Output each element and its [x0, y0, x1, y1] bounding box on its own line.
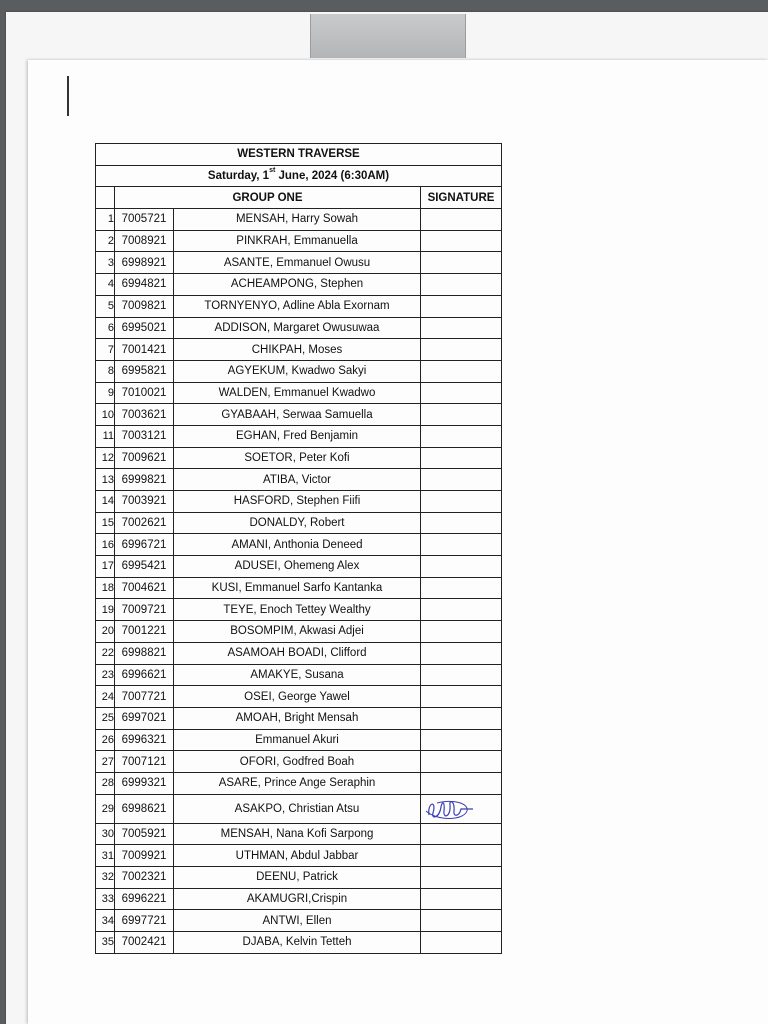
table-row — [96, 339, 502, 361]
row-number: 8 — [96, 360, 115, 382]
attendee-name: MENSAH, Nana Kofi Sarpong — [174, 823, 421, 845]
table-row — [96, 888, 502, 910]
staff-id: 6995421 — [115, 556, 174, 578]
table-row — [96, 729, 502, 751]
attendee-name: DONALDY, Robert — [174, 512, 421, 534]
staff-id: 6994821 — [115, 274, 174, 296]
row-number: 25 — [96, 707, 115, 729]
date-row — [96, 165, 502, 187]
attendee-name: ASAKPO, Christian Atsu — [174, 794, 421, 823]
attendee-name: ASAMOAH BOADI, Clifford — [174, 642, 421, 664]
row-number: 29 — [96, 794, 115, 823]
group-label: GROUP ONE — [115, 187, 421, 209]
staff-id: 6997721 — [115, 910, 174, 932]
attendee-name: DJABA, Kelvin Tetteh — [174, 932, 421, 954]
row-number: 7 — [96, 339, 115, 361]
table-row — [96, 274, 502, 296]
table-row — [96, 404, 502, 426]
table-row — [96, 577, 502, 599]
attendee-name: PINKRAH, Emmanuella — [174, 230, 421, 252]
staff-id: 7002421 — [115, 932, 174, 954]
row-number: 11 — [96, 425, 115, 447]
row-number: 16 — [96, 534, 115, 556]
table-row — [96, 845, 502, 867]
staff-id: 7001421 — [115, 339, 174, 361]
staff-id: 7003621 — [115, 404, 174, 426]
signature-cell[interactable] — [421, 491, 502, 513]
signature-cell[interactable] — [421, 317, 502, 339]
signature-cell[interactable] — [421, 794, 502, 823]
staff-id: 7010021 — [115, 382, 174, 404]
attendee-name: KUSI, Emmanuel Sarfo Kantanka — [174, 577, 421, 599]
signature-header: SIGNATURE — [421, 187, 502, 209]
signature-cell[interactable] — [421, 642, 502, 664]
staff-id: 7009721 — [115, 599, 174, 621]
attendee-name: DEENU, Patrick — [174, 867, 421, 889]
attendee-name: ADUSEI, Ohemeng Alex — [174, 556, 421, 578]
signature-cell[interactable] — [421, 295, 502, 317]
signature-cell[interactable] — [421, 360, 502, 382]
attendee-name: ASANTE, Emmanuel Owusu — [174, 252, 421, 274]
signature-cell[interactable] — [421, 404, 502, 426]
binder-clip — [310, 14, 466, 58]
row-number: 30 — [96, 823, 115, 845]
staff-id: 6995021 — [115, 317, 174, 339]
attendee-name: AKAMUGRI,Crispin — [174, 888, 421, 910]
table-row — [96, 295, 502, 317]
number-header — [96, 187, 115, 209]
staff-id: 7005721 — [115, 209, 174, 231]
signature-cell[interactable] — [421, 686, 502, 708]
row-number: 23 — [96, 664, 115, 686]
staff-id: 7004621 — [115, 577, 174, 599]
attendee-name: AMAKYE, Susana — [174, 664, 421, 686]
attendee-name: HASFORD, Stephen Fiifi — [174, 491, 421, 513]
staff-id: 7001221 — [115, 621, 174, 643]
attendee-name: BOSOMPIM, Akwasi Adjei — [174, 621, 421, 643]
signature-cell[interactable] — [421, 274, 502, 296]
table-row — [96, 707, 502, 729]
signature-cell[interactable] — [421, 932, 502, 954]
staff-id: 7003921 — [115, 491, 174, 513]
attendee-name: ATIBA, Victor — [174, 469, 421, 491]
signature-cell[interactable] — [421, 252, 502, 274]
staff-id: 7002321 — [115, 867, 174, 889]
attendee-name: SOETOR, Peter Kofi — [174, 447, 421, 469]
table-row — [96, 599, 502, 621]
table-row — [96, 556, 502, 578]
attendee-rows — [96, 209, 502, 954]
attendee-name: AMOAH, Bright Mensah — [174, 707, 421, 729]
row-number: 10 — [96, 404, 115, 426]
table-row — [96, 932, 502, 954]
table-row — [96, 910, 502, 932]
staff-id: 7007721 — [115, 686, 174, 708]
staff-id: 7007121 — [115, 751, 174, 773]
signature-cell[interactable] — [421, 751, 502, 773]
table-row — [96, 534, 502, 556]
table-row — [96, 382, 502, 404]
signature-cell[interactable] — [421, 910, 502, 932]
table-row — [96, 794, 502, 823]
attendee-name: MENSAH, Harry Sowah — [174, 209, 421, 231]
row-number: 22 — [96, 642, 115, 664]
attendee-name: Emmanuel Akuri — [174, 729, 421, 751]
session-date: Saturday, 1st June, 2024 (6:30AM) — [96, 165, 502, 187]
attendee-name: ANTWI, Ellen — [174, 910, 421, 932]
attendee-name: TEYE, Enoch Tettey Wealthy — [174, 599, 421, 621]
row-number: 35 — [96, 932, 115, 954]
row-number: 20 — [96, 621, 115, 643]
row-number: 31 — [96, 845, 115, 867]
signature-cell[interactable] — [421, 339, 502, 361]
attendee-name: CHIKPAH, Moses — [174, 339, 421, 361]
row-number: 19 — [96, 599, 115, 621]
title-row — [96, 144, 502, 166]
signature-cell[interactable] — [421, 599, 502, 621]
signature-cell[interactable] — [421, 230, 502, 252]
handwritten-signature — [423, 795, 481, 823]
attendee-name: AGYEKUM, Kwadwo Sakyi — [174, 360, 421, 382]
signature-cell[interactable] — [421, 382, 502, 404]
column-header-row — [96, 187, 502, 209]
table-row — [96, 317, 502, 339]
attendee-name: ASARE, Prince Ange Seraphin — [174, 772, 421, 794]
signature-cell[interactable] — [421, 209, 502, 231]
table-row — [96, 772, 502, 794]
staff-id: 7005921 — [115, 823, 174, 845]
row-number: 14 — [96, 491, 115, 513]
table-row — [96, 751, 502, 773]
signature-cell[interactable] — [421, 577, 502, 599]
table-row — [96, 469, 502, 491]
signature-cell[interactable] — [421, 512, 502, 534]
row-number: 18 — [96, 577, 115, 599]
signature-cell[interactable] — [421, 534, 502, 556]
row-number: 3 — [96, 252, 115, 274]
signature-cell[interactable] — [421, 664, 502, 686]
signature-cell[interactable] — [421, 469, 502, 491]
attendee-name: ADDISON, Margaret Owusuwaa — [174, 317, 421, 339]
row-number: 24 — [96, 686, 115, 708]
row-number: 6 — [96, 317, 115, 339]
staff-id: 6996721 — [115, 534, 174, 556]
row-number: 4 — [96, 274, 115, 296]
staff-id: 7002621 — [115, 512, 174, 534]
signature-cell[interactable] — [421, 823, 502, 845]
table-row — [96, 252, 502, 274]
table-row — [96, 447, 502, 469]
row-number: 12 — [96, 447, 115, 469]
row-number: 32 — [96, 867, 115, 889]
signature-cell[interactable] — [421, 556, 502, 578]
row-number: 13 — [96, 469, 115, 491]
staff-id: 6997021 — [115, 707, 174, 729]
signature-cell[interactable] — [421, 729, 502, 751]
attendee-name: OFORI, Godfred Boah — [174, 751, 421, 773]
signature-cell[interactable] — [421, 707, 502, 729]
table-row — [96, 621, 502, 643]
table-row — [96, 209, 502, 231]
signature-cell[interactable] — [421, 425, 502, 447]
row-number: 1 — [96, 209, 115, 231]
signature-cell[interactable] — [421, 867, 502, 889]
attendee-name: ACHEAMPONG, Stephen — [174, 274, 421, 296]
attendee-name: OSEI, George Yawel — [174, 686, 421, 708]
row-number: 5 — [96, 295, 115, 317]
row-number: 2 — [96, 230, 115, 252]
staff-id: 7009921 — [115, 845, 174, 867]
sheet-title: WESTERN TRAVERSE — [96, 144, 502, 166]
staff-id: 6996321 — [115, 729, 174, 751]
staff-id: 6995821 — [115, 360, 174, 382]
staff-id: 7009821 — [115, 295, 174, 317]
staff-id: 7003121 — [115, 425, 174, 447]
staff-id: 6999821 — [115, 469, 174, 491]
signature-cell[interactable] — [421, 845, 502, 867]
staff-id: 6999321 — [115, 772, 174, 794]
attendee-name: UTHMAN, Abdul Jabbar — [174, 845, 421, 867]
table-row — [96, 664, 502, 686]
attendee-name: TORNYENYO, Adline Abla Exornam — [174, 295, 421, 317]
row-number: 34 — [96, 910, 115, 932]
row-number: 26 — [96, 729, 115, 751]
table-row — [96, 230, 502, 252]
attendance-table — [95, 143, 502, 954]
row-number: 33 — [96, 888, 115, 910]
pen-mark — [67, 76, 69, 116]
signature-cell[interactable] — [421, 447, 502, 469]
row-number: 28 — [96, 772, 115, 794]
row-number: 27 — [96, 751, 115, 773]
attendee-name: WALDEN, Emmanuel Kwadwo — [174, 382, 421, 404]
staff-id: 6998821 — [115, 642, 174, 664]
table-row — [96, 512, 502, 534]
attendee-name: GYABAAH, Serwaa Samuella — [174, 404, 421, 426]
table-row — [96, 425, 502, 447]
signature-cell[interactable] — [421, 888, 502, 910]
table-row — [96, 491, 502, 513]
table-row — [96, 686, 502, 708]
staff-id: 7009621 — [115, 447, 174, 469]
staff-id: 7008921 — [115, 230, 174, 252]
table-row — [96, 867, 502, 889]
attendee-name: AMANI, Anthonia Deneed — [174, 534, 421, 556]
staff-id: 6996621 — [115, 664, 174, 686]
signature-cell[interactable] — [421, 621, 502, 643]
staff-id: 6998921 — [115, 252, 174, 274]
row-number: 17 — [96, 556, 115, 578]
table-row — [96, 823, 502, 845]
table-row — [96, 642, 502, 664]
staff-id: 6996221 — [115, 888, 174, 910]
row-number: 9 — [96, 382, 115, 404]
table-row — [96, 360, 502, 382]
attendee-name: EGHAN, Fred Benjamin — [174, 425, 421, 447]
staff-id: 6998621 — [115, 794, 174, 823]
signature-cell[interactable] — [421, 772, 502, 794]
row-number: 15 — [96, 512, 115, 534]
